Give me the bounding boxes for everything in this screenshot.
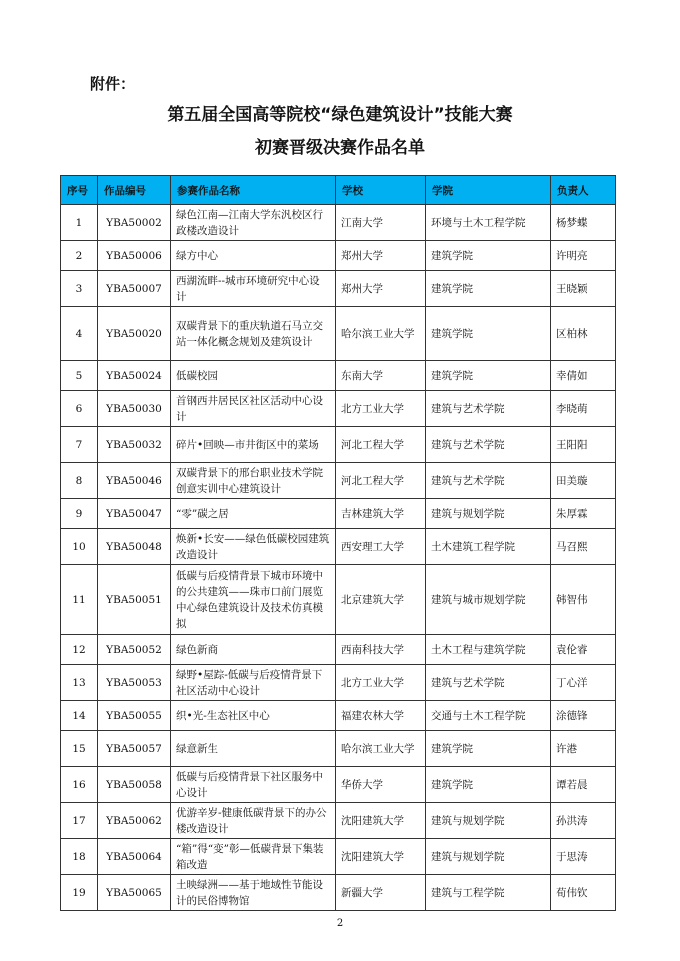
cell-no: 9 <box>61 499 98 529</box>
cell-code: YBA50024 <box>98 361 171 391</box>
cell-no: 16 <box>61 767 98 803</box>
cell-no: 12 <box>61 635 98 665</box>
cell-no: 1 <box>61 205 98 241</box>
cell-code: YBA50051 <box>98 565 171 635</box>
cell-work-name: 双碳背景下的邢台职业技术学院创意实训中心建筑设计 <box>171 463 336 499</box>
cell-college: 土木建筑工程学院 <box>426 529 551 565</box>
cell-no: 4 <box>61 307 98 361</box>
cell-school: 西南科技大学 <box>336 635 426 665</box>
cell-work-name: 绿色江南—江南大学东汎校区行政楼改造设计 <box>171 205 336 241</box>
cell-code: YBA50030 <box>98 391 171 427</box>
cell-code: YBA50052 <box>98 635 171 665</box>
header-no: 序号 <box>61 176 98 205</box>
cell-work-name: 低碳与后疫情背景下社区服务中心设计 <box>171 767 336 803</box>
cell-leader: 朱厚霖 <box>551 499 616 529</box>
page-number: 2 <box>336 918 344 929</box>
cell-no: 11 <box>61 565 98 635</box>
table-row <box>61 205 616 241</box>
cell-school: 沈阳建筑大学 <box>336 803 426 839</box>
cell-school: 郑州大学 <box>336 271 426 307</box>
cell-school: 西安理工大学 <box>336 529 426 565</box>
table-row <box>61 731 616 767</box>
cell-work-name: 绿野•屋踪-低碳与后疫情背景下社区活动中心设计 <box>171 665 336 701</box>
cell-school: 郑州大学 <box>336 241 426 271</box>
cell-school: 吉林建筑大学 <box>336 499 426 529</box>
table-row <box>61 391 616 427</box>
cell-work-name: 绿方中心 <box>171 241 336 271</box>
table-row <box>61 307 616 361</box>
cell-work-name: 绿意新生 <box>171 731 336 767</box>
cell-work-name: 土映绿洲——基于地域性节能设计的民俗博物馆 <box>171 875 336 911</box>
cell-code: YBA50047 <box>98 499 171 529</box>
cell-college: 建筑学院 <box>426 307 551 361</box>
cell-school: 北京建筑大学 <box>336 565 426 635</box>
cell-college: 交通与土木工程学院 <box>426 701 551 731</box>
cell-no: 7 <box>61 427 98 463</box>
table-header-row <box>61 176 616 205</box>
cell-college: 建筑与城市规划学院 <box>426 565 551 635</box>
cell-work-name: 双碳背景下的重庆轨道石马立交站一体化概念规划及建筑设计 <box>171 307 336 361</box>
cell-leader: 王晓颖 <box>551 271 616 307</box>
header-college: 学院 <box>426 176 551 205</box>
document-title: 第五届全国高等院校“绿色建筑设计”技能大赛 <box>167 105 513 125</box>
cell-leader: 涂德锋 <box>551 701 616 731</box>
cell-college: 建筑学院 <box>426 361 551 391</box>
cell-code: YBA50048 <box>98 529 171 565</box>
cell-school: 河北工程大学 <box>336 463 426 499</box>
cell-school: 江南大学 <box>336 205 426 241</box>
cell-school: 北方工业大学 <box>336 391 426 427</box>
cell-no: 19 <box>61 875 98 911</box>
cell-leader: 区柏林 <box>551 307 616 361</box>
cell-code: YBA50062 <box>98 803 171 839</box>
cell-work-name: 织•光-生态社区中心 <box>171 701 336 731</box>
cell-no: 15 <box>61 731 98 767</box>
cell-leader: 马召熙 <box>551 529 616 565</box>
cell-work-name: 低碳与后疫情背景下城市环境中的公共建筑——珠市口前门展览中心绿色建筑设计及技术仿真模拟 <box>171 565 336 635</box>
cell-leader: 许明亮 <box>551 241 616 271</box>
cell-leader: 许港 <box>551 731 616 767</box>
cell-college: 建筑学院 <box>426 731 551 767</box>
cell-school: 华侨大学 <box>336 767 426 803</box>
cell-college: 环境与土木工程学院 <box>426 205 551 241</box>
header-work-name: 参赛作品名称 <box>171 176 336 205</box>
cell-school: 哈尔滨工业大学 <box>336 731 426 767</box>
cell-work-name: “零”碳之居 <box>171 499 336 529</box>
cell-leader: 于思涛 <box>551 839 616 875</box>
cell-leader: 袁伦睿 <box>551 635 616 665</box>
table-row <box>61 803 616 839</box>
document-subtitle: 初赛晋级决赛作品名单 <box>255 138 425 158</box>
cell-college: 建筑与艺术学院 <box>426 427 551 463</box>
cell-school: 哈尔滨工业大学 <box>336 307 426 361</box>
cell-college: 建筑学院 <box>426 271 551 307</box>
cell-leader: 丁心洋 <box>551 665 616 701</box>
cell-work-name: “箱”得“变”彰—低碳背景下集装箱改造 <box>171 839 336 875</box>
cell-school: 河北工程大学 <box>336 427 426 463</box>
cell-code: YBA50002 <box>98 205 171 241</box>
cell-work-name: 优游辛岁-健康低碳背景下的办公楼改造设计 <box>171 803 336 839</box>
table-row <box>61 241 616 271</box>
cell-no: 3 <box>61 271 98 307</box>
cell-code: YBA50007 <box>98 271 171 307</box>
table-row <box>61 701 616 731</box>
table-row <box>61 875 616 911</box>
cell-leader: 孙洪涛 <box>551 803 616 839</box>
attachment-label: 附件： <box>90 75 136 93</box>
cell-no: 5 <box>61 361 98 391</box>
table-row <box>61 565 616 635</box>
table-row <box>61 635 616 665</box>
cell-college: 建筑与艺术学院 <box>426 665 551 701</box>
cell-leader: 幸倩如 <box>551 361 616 391</box>
cell-college: 建筑与艺术学院 <box>426 463 551 499</box>
cell-college: 建筑学院 <box>426 767 551 803</box>
table-row <box>61 665 616 701</box>
table-row <box>61 499 616 529</box>
cell-college: 建筑与规划学院 <box>426 839 551 875</box>
cell-code: YBA50053 <box>98 665 171 701</box>
header-leader: 负责人 <box>551 176 616 205</box>
cell-school: 新疆大学 <box>336 875 426 911</box>
cell-work-name: 低碳校园 <box>171 361 336 391</box>
cell-leader: 田美璇 <box>551 463 616 499</box>
cell-code: YBA50064 <box>98 839 171 875</box>
cell-college: 建筑学院 <box>426 241 551 271</box>
cell-school: 东南大学 <box>336 361 426 391</box>
table-row <box>61 427 616 463</box>
cell-work-name: 首钢西井居民区社区活动中心设计 <box>171 391 336 427</box>
cell-leader: 李晓萌 <box>551 391 616 427</box>
cell-leader: 荀伟钦 <box>551 875 616 911</box>
cell-code: YBA50006 <box>98 241 171 271</box>
cell-no: 10 <box>61 529 98 565</box>
cell-college: 土木工程与建筑学院 <box>426 635 551 665</box>
table-row <box>61 271 616 307</box>
finalist-table <box>60 175 616 911</box>
cell-leader: 谭若晨 <box>551 767 616 803</box>
cell-college: 建筑与工程学院 <box>426 875 551 911</box>
cell-work-name: 碎片•回映—市井街区中的菜场 <box>171 427 336 463</box>
cell-no: 18 <box>61 839 98 875</box>
cell-no: 8 <box>61 463 98 499</box>
header-code: 作品编号 <box>98 176 171 205</box>
cell-code: YBA50046 <box>98 463 171 499</box>
cell-college: 建筑与艺术学院 <box>426 391 551 427</box>
cell-school: 沈阳建筑大学 <box>336 839 426 875</box>
cell-school: 福建农林大学 <box>336 701 426 731</box>
cell-leader: 杨梦蝶 <box>551 205 616 241</box>
cell-no: 14 <box>61 701 98 731</box>
header-school: 学校 <box>336 176 426 205</box>
table-row <box>61 767 616 803</box>
table-row <box>61 361 616 391</box>
cell-code: YBA50057 <box>98 731 171 767</box>
cell-leader: 王阳阳 <box>551 427 616 463</box>
cell-no: 2 <box>61 241 98 271</box>
cell-work-name: 西湖流畔--城市环境研究中心设计 <box>171 271 336 307</box>
cell-code: YBA50020 <box>98 307 171 361</box>
cell-school: 北方工业大学 <box>336 665 426 701</box>
cell-college: 建筑与规划学院 <box>426 499 551 529</box>
cell-no: 17 <box>61 803 98 839</box>
cell-code: YBA50032 <box>98 427 171 463</box>
cell-code: YBA50058 <box>98 767 171 803</box>
table-row <box>61 839 616 875</box>
cell-leader: 韩智伟 <box>551 565 616 635</box>
cell-work-name: 绿色新商 <box>171 635 336 665</box>
cell-code: YBA50065 <box>98 875 171 911</box>
table-row <box>61 463 616 499</box>
cell-no: 13 <box>61 665 98 701</box>
cell-work-name: 焕新•长安——绿色低碳校园建筑改造设计 <box>171 529 336 565</box>
cell-no: 6 <box>61 391 98 427</box>
cell-code: YBA50055 <box>98 701 171 731</box>
cell-college: 建筑与规划学院 <box>426 803 551 839</box>
table-row <box>61 529 616 565</box>
